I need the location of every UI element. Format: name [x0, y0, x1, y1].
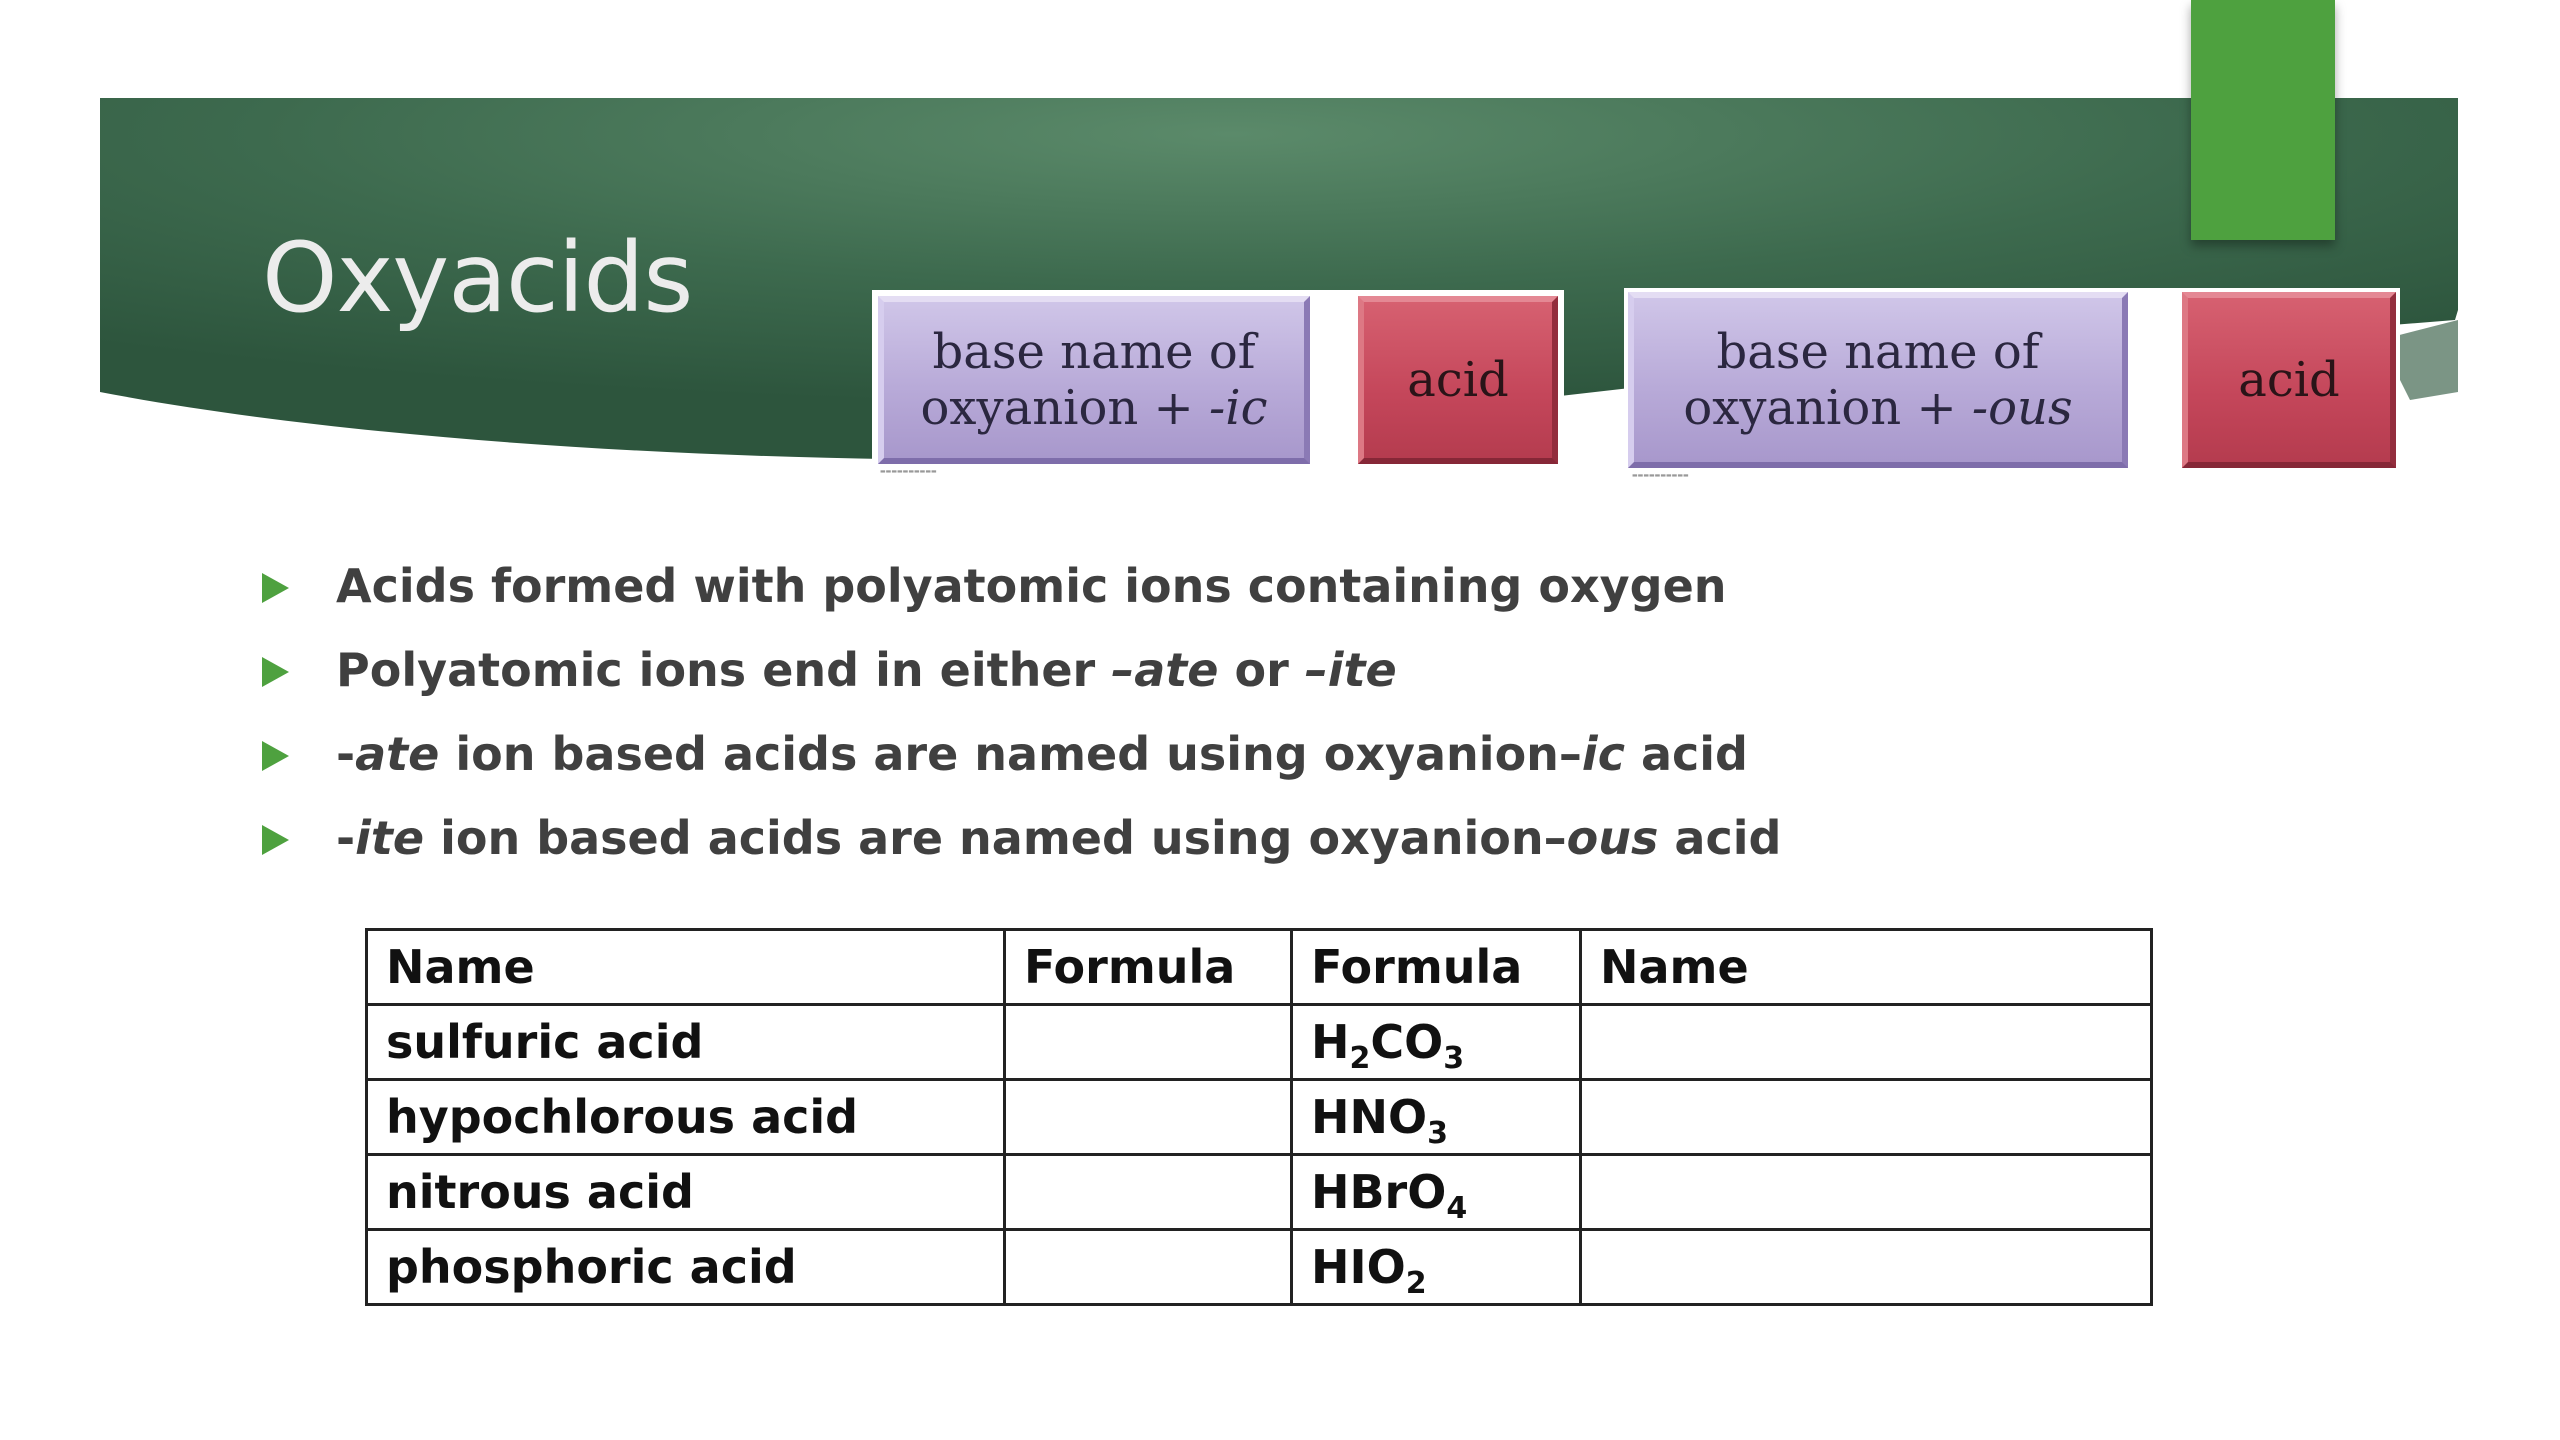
formula-answer-cell [1005, 1155, 1292, 1230]
header-name: Name [1581, 930, 2152, 1005]
name-answer-cell [1581, 1230, 2152, 1305]
formula-answer-cell [1005, 1080, 1292, 1155]
formula-cell: HBrO$_4$ [1292, 1155, 1581, 1230]
bullet-item: -ate ion based acids are named using oxyanion–ic acid [262, 718, 1781, 802]
base-name-ic-box [878, 296, 1310, 464]
copyright-note: ▬▬▬▬▬▬▬▬▬▬ [1632, 472, 1689, 479]
bullet-item: -ite ion based acids are named using oxyanion–ous acid [262, 802, 1781, 886]
formula-answer-cell [1005, 1005, 1292, 1080]
bullet-item: Polyatomic ions end in either –ate or –ite [262, 634, 1781, 718]
acid-name-cell: nitrous acid [367, 1155, 1005, 1230]
bullet-arrow-icon [262, 825, 289, 855]
table-header-row [367, 930, 2152, 1005]
base-name-line1: base name of [1716, 324, 2040, 380]
base-name-line2: oxyanion + -ous [1683, 380, 2073, 436]
acid-label: acid [2238, 352, 2340, 408]
bullet-arrow-icon [262, 741, 289, 771]
formula-cell: $HIO_2$ [1292, 1230, 1581, 1305]
name-answer-cell [1581, 1005, 2152, 1080]
bullet-arrow-icon [262, 573, 289, 603]
base-name-line2: oxyanion + -ic [920, 380, 1268, 436]
bullet-list [262, 550, 1781, 886]
base-name-line1: base name of [932, 324, 1256, 380]
header-formula: Formula [1005, 930, 1292, 1005]
naming-diagram-ous [1624, 288, 2400, 484]
table-row [367, 1005, 2152, 1080]
acid-box-ic [1358, 296, 1558, 464]
table-row [367, 1155, 2152, 1230]
acid-name-cell: sulfuric acid [367, 1005, 1005, 1080]
name-answer-cell [1581, 1155, 2152, 1230]
acid-name-cell: hypochlorous acid [367, 1080, 1005, 1155]
accent-tab [2191, 0, 2335, 240]
acid-box-ous [2182, 292, 2396, 468]
table-row [367, 1080, 2152, 1155]
header-formula: Formula [1292, 930, 1581, 1005]
acid-name-cell: phosphoric acid [367, 1230, 1005, 1305]
bullet-item: Acids formed with polyatomic ions containing oxygen [262, 550, 1781, 634]
copyright-note: ▬▬▬▬▬▬▬▬▬▬ [880, 468, 937, 475]
acid-naming-table [365, 928, 2153, 1306]
slide-title: Oxyacids [262, 222, 693, 334]
naming-diagram-ic [872, 290, 1564, 480]
base-name-ous-box [1628, 292, 2128, 468]
table-row [367, 1230, 2152, 1305]
formula-answer-cell [1005, 1230, 1292, 1305]
formula-cell: $H_2CO_3$ [1292, 1005, 1581, 1080]
acid-label: acid [1407, 352, 1509, 408]
header-name: Name [367, 930, 1005, 1005]
formula-cell: $HNO_3$ [1292, 1080, 1581, 1155]
bullet-arrow-icon [262, 657, 289, 687]
name-answer-cell [1581, 1080, 2152, 1155]
